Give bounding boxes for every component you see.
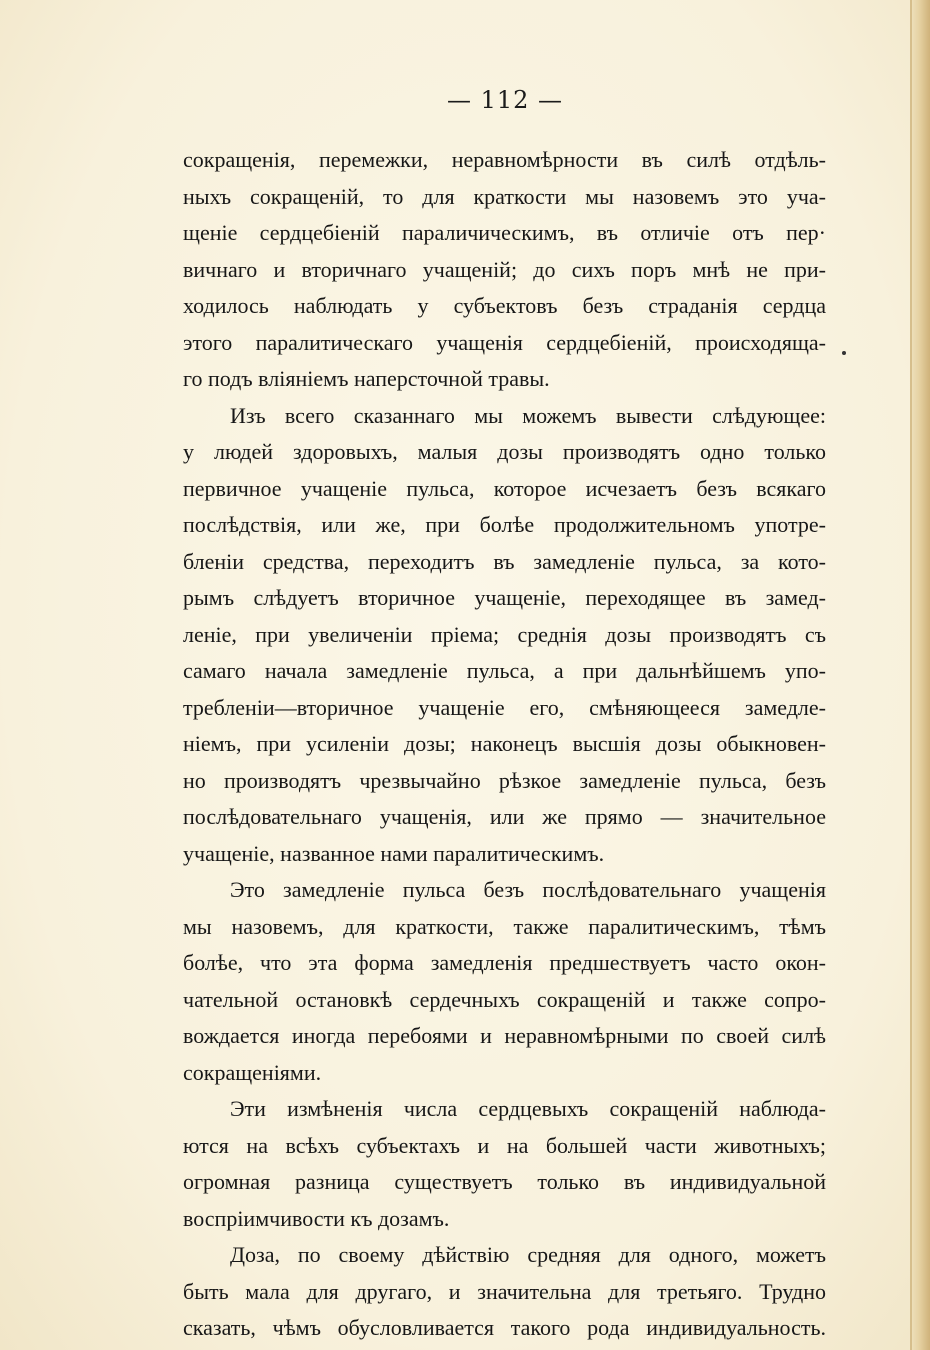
text-line: ходилось наблюдать у субъектовъ безъ страданія сердца [183, 293, 826, 318]
text-line: первичное учащеніе пульса, которое исчезаетъ безъ всякаго [183, 475, 826, 501]
text-line: послѣдовательнаго учащенія, или же прямо — значительное [183, 804, 826, 829]
body-text [183, 142, 826, 1347]
text-line: чательной остановкѣ сердечныхъ сокращеній и также сопро- [183, 986, 826, 1012]
text-line: мы назовемъ, для краткости, также паралитическимъ, тѣмъ [183, 913, 826, 939]
text-line: рымъ слѣдуетъ вторичное учащеніе, переходящее въ замед- [183, 585, 826, 610]
text-line: сокращеніями. [183, 1059, 322, 1085]
text-line: ныхъ сокращеній, то для краткости мы назовемъ это уча- [183, 183, 826, 209]
text-line: го подъ вліяніемъ наперсточной травы. [183, 366, 550, 391]
text-line: сокращенія, перемежки, неравномѣрности въ силѣ отдѣль- [183, 147, 826, 172]
text-line: этого паралитическаго учащенія сердцебіеній, происходяща- [183, 329, 826, 355]
text-line: болѣе, что эта форма замедленія предшествуетъ часто окон- [183, 950, 826, 975]
text-line: быть мала для другаго, и значительна для третьяго. Трудно [183, 1278, 826, 1304]
text-line: требленіи—вторичное учащеніе его, смѣняющееся замедле- [183, 694, 826, 720]
text-line: но производятъ чрезвычайно рѣзкое замедленіе пульса, безъ [183, 767, 826, 793]
text-line: сказать, чѣмъ обусловливается такого рода индивидуальность. [183, 1315, 826, 1340]
text-line: вождается иногда перебоями и неравномѣрными по своей силѣ [183, 1023, 826, 1048]
text-line: у людей здоровыхъ, малыя дозы производятъ одно только [183, 439, 826, 464]
text-line: ются на всѣхъ субъектахъ и на большей части животныхъ; [183, 1132, 826, 1158]
text-line: леніе, при увеличеніи пріема; среднія дозы производятъ съ [183, 621, 826, 647]
text-line: огромная разница существуетъ только въ индивидуальной [183, 1169, 826, 1194]
text-line: Эти измѣненія числа сердцевыхъ сокращеній наблюда- [230, 1096, 826, 1121]
text-line: вичнаго и вторичнаго учащеній; до сихъ поръ мнѣ не при- [183, 256, 826, 282]
text-line: Это замедленіе пульса безъ послѣдовательнаго учащенія [230, 877, 826, 902]
text-line: воспріимчивости къ дозамъ. [183, 1205, 450, 1231]
text-line: щеніе сердцебіеній параличическимъ, въ отличіе отъ пер· [183, 220, 826, 245]
page-edge-line [910, 0, 912, 1350]
text-line: ніемъ, при усиленіи дозы; наконецъ высшія дозы обыкновен- [183, 731, 826, 756]
text-line: Изъ всего сказаннаго мы можемъ вывести слѣдующее: [230, 402, 826, 428]
text-line: послѣдствія, или же, при болѣе продолжительномъ употре- [183, 512, 826, 537]
text-line: бленіи средства, переходитъ въ замедленіе пульса, за кото- [183, 548, 826, 574]
text-line: самаго начала замедленіе пульса, а при дальнѣйшемъ упо- [183, 658, 826, 683]
page-number: — 112 — [446, 86, 564, 114]
text-line: учащеніе, названное нами паралитическимъ. [183, 840, 605, 866]
ink-speck [842, 351, 846, 355]
text-line: Доза, по своему дѣйствію средняя для одного, можетъ [230, 1242, 826, 1267]
page-edge-shadow [910, 0, 930, 1350]
